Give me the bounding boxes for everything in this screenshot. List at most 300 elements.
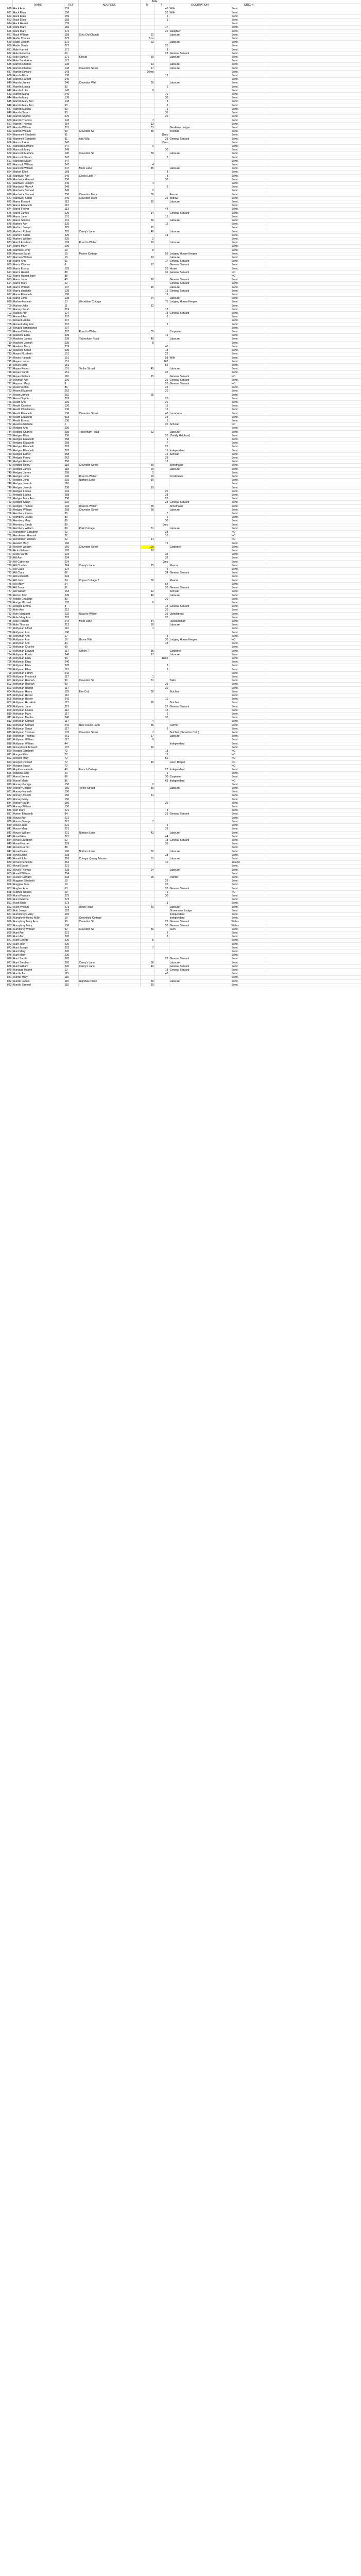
row-origin: Somt. [231,616,267,619]
row-age-m [140,363,154,367]
row-id: 767 [0,553,12,556]
row-ref: 150 [64,787,78,790]
row-name: Harlow John [12,304,64,308]
row-address: Clevedon Moor [78,193,140,196]
row-age-f: 6 [154,14,169,18]
row-name: Hayman Mary [12,382,64,385]
row-age-f: 63 [154,779,169,783]
row-age-f: 43 [154,642,169,646]
row-age-m [140,631,154,634]
row-age-m: 35 [140,649,154,653]
row-age-m: 30 [140,464,154,467]
row-address [78,449,140,452]
row-address [78,471,140,474]
row-origin: Somt. [231,137,267,141]
row-id: 773 [0,575,12,579]
row-address [78,890,140,894]
row-name: Hares Flower [12,208,64,211]
row-age-f [154,238,169,241]
row-id: 793 [0,649,12,653]
row-origin: Somt. [231,853,267,857]
row-age-f: 30 [154,148,169,152]
row-age-f [154,204,169,208]
row-origin: Somt. [231,516,267,519]
row-address [78,894,140,897]
row-id: 667 [0,181,12,185]
row-occupation: General Servant [169,270,231,274]
row-origin: Somt. [231,178,267,181]
row-age-m [140,660,154,664]
table-row [0,115,361,118]
table-row [0,471,361,474]
row-address [78,26,140,29]
row-age-f: 54 [154,582,169,586]
row-occupation [169,70,231,74]
table-row [0,575,361,579]
row-occupation [169,415,231,419]
row-occupation: Labourer [169,200,231,204]
row-age-m [140,408,154,412]
table-row [0,85,361,89]
row-age-f [154,22,169,26]
row-age-m [140,805,154,809]
row-age-f [154,872,169,875]
row-age-m [140,931,154,935]
row-origin: Somt. [231,248,267,252]
row-address [78,323,140,326]
row-origin: Somt. [231,412,267,415]
row-id: 708 [0,334,12,337]
table-row [0,887,361,890]
row-address [78,115,140,118]
row-address [78,181,140,185]
row-age-m [140,7,154,11]
table-row [0,400,361,404]
row-occupation [169,308,231,311]
row-age-f: 20 [154,382,169,385]
row-ref: 16 [64,638,78,641]
row-age-f: 20 [154,489,169,493]
row-age-m [140,872,154,875]
row-origin: Somt. [231,367,267,371]
row-origin: Somt. [231,360,267,363]
row-age-f [154,326,169,330]
row-origin: Somt. [231,196,267,200]
row-occupation [169,371,231,375]
row-address [78,820,140,823]
row-ref: 207 [64,326,78,330]
row-age-m: 35 [140,504,154,508]
row-occupation: Butcher [169,690,231,693]
row-origin: Somt. [231,326,267,330]
row-name: Hurst Martha [12,898,64,902]
row-origin: Somt. [231,556,267,560]
row-age-m [140,48,154,52]
row-origin: Somt. [231,723,267,727]
row-ref: 272 [64,44,78,48]
row-address [78,556,140,560]
row-age-f [154,330,169,334]
row-id: 627 [0,33,12,37]
row-age-m: 6 [140,601,154,604]
row-age-f: 18 [154,750,169,753]
row-age-m [140,798,154,801]
row-ref: 127 [64,312,78,315]
row-address [78,126,140,129]
row-ref: 196 [64,475,78,479]
table-row [0,549,361,553]
row-occupation [169,842,231,846]
table-row [0,107,361,111]
row-origin: Somt. [231,52,267,55]
row-age-m: 100 [140,545,154,549]
row-occupation [169,178,231,181]
row-age-f [154,653,169,656]
row-origin: Somt. [231,894,267,897]
table-row [0,972,361,976]
row-occupation [169,671,231,675]
row-age-f: 30 [154,519,169,523]
row-id: 835 [0,805,12,809]
row-age-m [140,772,154,775]
row-address [78,275,140,278]
row-occupation [169,233,231,237]
table-row [0,668,361,671]
row-ref: 229 [64,842,78,846]
row-age-f: 29 [154,456,169,460]
table-row [0,868,361,872]
row-occupation [169,668,231,671]
row-id: 807 [0,701,12,705]
row-ref: 242 [64,723,78,727]
row-age-m [140,389,154,393]
row-origin: Somt. [231,104,267,107]
row-age-f: 1 [154,437,169,441]
row-ref: 207 [64,319,78,323]
row-occupation [169,935,231,939]
row-address: Park Cottage [78,527,140,530]
row-origin: NO [231,753,267,757]
row-address: Stroud [78,56,140,59]
row-age-f: 22 [154,352,169,356]
row-id: 760 [0,527,12,530]
row-occupation [169,512,231,516]
row-ref: 151 [64,363,78,367]
row-occupation [169,983,231,987]
row-name: Hedges Ann [12,427,64,430]
table-row [0,835,361,838]
row-id: 666 [0,178,12,181]
row-origin: Somt. [231,56,267,59]
table-row [0,846,361,850]
table-row [0,419,361,422]
row-origin: Somt. [231,824,267,827]
row-origin: Somt. [231,912,267,916]
table-row [0,519,361,523]
row-ref: 115 [64,979,78,983]
table-row [0,360,361,363]
row-age-m [140,326,154,330]
row-occupation [169,208,231,211]
row-occupation [169,107,231,111]
row-ref: 207 [64,330,78,334]
row-name: Hancock Sarah [12,159,64,163]
row-id: 867 [0,924,12,927]
table-row [0,842,361,846]
row-address [78,7,140,11]
row-address [78,122,140,126]
row-age-f: 30 [154,775,169,779]
row-occupation: Labourer [169,63,231,66]
row-occupation: Scholar [169,423,231,427]
row-id: 846 [0,846,12,850]
row-origin: Somt. [231,679,267,683]
row-origin: Somt. [231,349,267,352]
row-origin: Somt. [231,597,267,601]
table-row [0,964,361,968]
row-address [78,59,140,63]
row-address [78,263,140,267]
row-age-f: 18 [154,969,169,972]
row-origin: Somt. [231,233,267,237]
row-age-m [140,879,154,883]
row-age-m [140,616,154,619]
row-name: Hedges Fanny [12,456,64,460]
row-age-m: 13 [140,63,154,66]
row-age-m [140,74,154,78]
row-ref: 242 [64,698,78,701]
row-name: Hughes Ann [12,887,64,890]
row-address [78,85,140,89]
table-row [0,404,361,408]
table-row [0,7,361,11]
row-occupation: Labourer [169,218,231,222]
row-age-m [140,976,154,979]
row-age-f: 5 [154,419,169,422]
row-ref: 140 [64,78,78,81]
row-occupation [169,85,231,89]
table-row [0,690,361,693]
row-address [78,835,140,838]
row-occupation: Labourer [169,850,231,853]
row-age-f: 56 [154,252,169,256]
row-origin: Somt. [231,59,267,63]
table-row [0,597,361,601]
row-age-f: 44 [154,835,169,838]
table-row [0,541,361,545]
row-origin: Somt. [231,887,267,890]
row-origin: Somt. [231,508,267,512]
row-age-f [154,979,169,983]
table-row [0,486,361,489]
row-name: Hollyman Charles [12,646,64,649]
row-address: Nortons Lane [78,831,140,835]
row-occupation [169,494,231,497]
row-ref: 220 [64,935,78,939]
row-age-f: 2 [154,323,169,326]
table-row [0,616,361,619]
table-row [0,241,361,245]
row-address: Road to Walton [78,330,140,334]
row-origin: Somt. [231,790,267,794]
row-id: 862 [0,905,12,909]
row-address [78,218,140,222]
row-ref: 19 [64,879,78,883]
row-ref: 143 [64,66,78,70]
row-ref: 129 [64,267,78,270]
row-occupation: Wife [169,356,231,360]
table-row [0,52,361,55]
row-name: Hollyman Ann [12,634,64,638]
row-occupation [169,48,231,52]
row-occupation [169,171,231,174]
table-row [0,809,361,812]
row-occupation [169,460,231,464]
row-occupation [169,204,231,208]
row-name: Hovell Thomas [12,868,64,872]
row-occupation [169,727,231,731]
row-occupation: General Servant [169,571,231,575]
row-address [78,29,140,33]
row-age-m [140,972,154,976]
row-origin: Somt. [231,293,267,297]
table-row [0,731,361,735]
row-origin: Somt. [231,646,267,649]
table-row [0,805,361,809]
row-age-f: 3 [154,664,169,668]
row-ref: 224 [64,560,78,564]
row-name: Hancock Sarah [12,156,64,159]
row-age-f [154,256,169,260]
row-id: 769 [0,560,12,564]
row-origin: NO [231,760,267,764]
row-occupation [169,750,231,753]
row-id: 853 [0,872,12,875]
row-origin: Somt. [231,215,267,218]
row-origin: Somt. [231,909,267,912]
row-age-m: 31 [140,679,154,683]
row-origin: Somt. [231,48,267,52]
row-age-f [154,211,169,215]
row-age-m [140,705,154,708]
row-address [78,171,140,174]
row-occupation: General Servant [169,924,231,927]
row-age-m: 40 [140,594,154,597]
row-id: 868 [0,927,12,931]
row-age-m [140,11,154,14]
row-name: Hovell Penelope [12,861,64,865]
row-ref: 239 [64,349,78,352]
row-origin: Somt. [231,660,267,664]
row-id: 684 [0,245,12,248]
row-occupation [169,78,231,81]
row-name: Hush William [12,905,64,909]
row-address [78,185,140,189]
row-origin: Somt. [231,434,267,437]
row-name: Hamlin Sophia [12,115,64,118]
table-body [0,7,361,987]
row-name: Hedges Sarah [12,501,64,504]
row-id: 724 [0,393,12,397]
row-ref: 112 [64,627,78,631]
row-age-m [140,608,154,612]
row-age-m: 12 [140,226,154,230]
table-row [0,159,361,163]
row-ref: 182 [64,912,78,916]
row-name: Hopkins Mary [12,772,64,775]
row-ref: 117 [64,713,78,716]
table-row [0,564,361,567]
table-row [0,393,361,397]
row-occupation [169,942,231,946]
row-id: 751 [0,494,12,497]
row-age-m: 7 [140,731,154,735]
row-age-f [154,964,169,968]
row-origin: Somt. [231,731,267,735]
table-row [0,957,361,961]
table-row [0,538,361,541]
row-address [78,89,140,92]
table-row [0,489,361,493]
row-name: Hovell Harriet [12,842,64,846]
row-name: Hedges Mary Ann [12,497,64,501]
row-age-f: 16 [154,753,169,757]
row-id: 806 [0,698,12,701]
row-occupation: General Servant [169,263,231,267]
row-age-m [140,323,154,326]
row-age-m: 39 [140,130,154,133]
row-age-f [154,594,169,597]
row-name: Harrill Mary [12,245,64,248]
row-occupation [169,118,231,122]
row-name: Hollyman Hannah [12,683,64,686]
table-row [0,315,361,319]
table-row [0,363,361,367]
row-name: Hill Clara [12,571,64,575]
row-id: 837 [0,812,12,816]
row-occupation [169,738,231,742]
row-address [78,519,140,523]
row-occupation: Tailor [169,679,231,683]
row-ref: 239 [64,337,78,341]
row-name: Henderson William [12,538,64,541]
row-age-f: 20 [154,400,169,404]
row-address: Clevedon St. [78,130,140,133]
row-ref: 249 [64,174,78,178]
row-age-m [140,605,154,608]
row-age-m [140,14,154,18]
row-ref: 220 [64,942,78,946]
row-age-m: 43 [140,831,154,835]
row-name: Hamlin Harriett [12,78,64,81]
row-age-f [154,954,169,957]
row-age-m: 2 [140,238,154,241]
row-ref: 86 [64,779,78,783]
row-origin: Somt. [231,494,267,497]
row-occupation [169,334,231,337]
table-row [0,738,361,742]
row-ref: 112 [64,668,78,671]
row-occupation: General Servant [169,278,231,282]
table-row [0,516,361,519]
row-name: Hurst Frances [12,894,64,897]
row-age-m [140,423,154,427]
row-name: Hedges Henry [12,464,64,467]
row-address [78,452,140,456]
row-name: Hack Mary [12,26,64,29]
row-age-m: 14 [140,211,154,215]
row-ref: 242 [64,671,78,675]
